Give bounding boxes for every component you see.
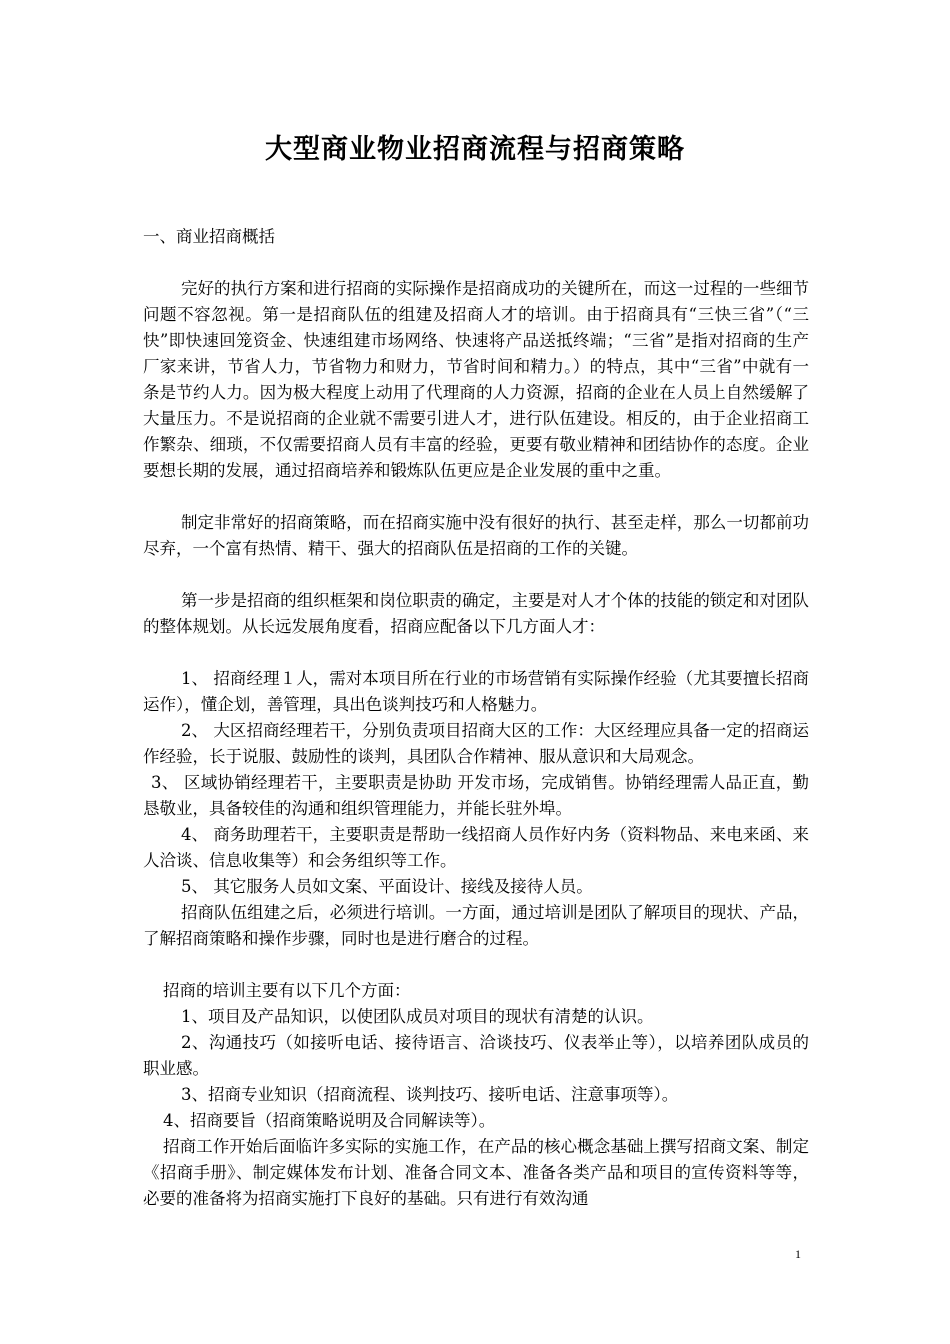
training-item: 4、招商要旨（招商策略说明及合同解读等）。	[163, 1111, 496, 1130]
training-heading: 招商的培训主要有以下几个方面：	[163, 981, 411, 1000]
role-item: 2、 大区招商经理若干，分别负责项目招商大区的工作：大区经理应具备一定的招商运作经验，长于说服、鼓励性的谈判，具团队合作精神、服从意识和大局观念。	[143, 721, 809, 766]
paragraph: 招商工作开始后面临许多实际的实施工作，在产品的核心概念基础上撰写招商文案、制定《招商手册》、制定媒体发布计划、准备合同文本、准备各类产品和项目的宣传资料等等，必要的准备将为招商实施打下良好的基础。只有进行有效沟通	[143, 1137, 809, 1208]
training-item: 1、项目及产品知识，以使团队成员对项目的现状有清楚的认识。	[181, 1007, 654, 1026]
training-item: 2、沟通技巧（如接听电话、接待语言、洽谈技巧、仪表举止等），以培养团队成员的职业感。	[143, 1033, 809, 1078]
spacer	[143, 250, 809, 276]
role-item: 3、 区域协销经理若干，主要职责是协助 开发市场，完成销售。协销经理需人品正直，勤恳敬业，具备较佳的沟通和组织管理能力，并能长驻外埠。	[143, 773, 809, 818]
page-number: 1	[795, 1247, 801, 1261]
spacer	[143, 562, 809, 588]
spacer	[143, 640, 809, 666]
role-item: 5、 其它服务人员如文案、平面设计、接线及接待人员。	[181, 877, 593, 896]
spacer	[143, 952, 809, 978]
document-body	[143, 224, 809, 1212]
role-item: 1、 招商经理１人，需对本项目所在行业的市场营销有实际操作经验（尤其要擅长招商运作），懂企划，善管理，具出色谈判技巧和人格魅力。	[143, 669, 809, 714]
paragraph: 招商队伍组建之后，必须进行培训。一方面，通过培训是团队了解项目的现状、产品，了解招商策略和操作步骤，同时也是进行磨合的过程。	[143, 903, 809, 948]
training-item: 3、招商专业知识（招商流程、谈判技巧、接听电话、注意事项等）。	[181, 1085, 679, 1104]
spacer	[143, 484, 809, 510]
paragraph: 制定非常好的招商策略，而在招商实施中没有很好的执行、甚至走样，那么一切都前功尽弃，一个富有热情、精干、强大的招商队伍是招商的工作的关键。	[143, 513, 809, 558]
paragraph: 完好的执行方案和进行招商的实际操作是招商成功的关键所在，而这一过程的一些细节问题不容忽视。第一是招商队伍的组建及招商人才的培训。由于招商具有“三快三省”（“三快”即快速回笼资金、快速组建市场网络、快速将产品送抵终端；“三省”是指对招商的生产厂家来讲，节省人力，节省物力和财力，节省时间和精力。）的特点，其中“三省”中就有一条是节约人力。因为极大程度上动用了代理商的人力资源，招商的企业在人员上自然缓解了大量压力。不是说招商的企业就不需要引进人才，进行队伍建设。相反的，由于企业招商工作繁杂、细琐，不仅需要招商人员有丰富的经验，更要有敬业精神和团结协作的态度。企业要想长期的发展，通过招商培养和锻炼队伍更应是企业发展的重中之重。	[143, 279, 809, 480]
section-heading: 一、商业招商概括	[143, 227, 275, 246]
paragraph: 第一步是招商的组织框架和岗位职责的确定，主要是对人才个体的技能的锁定和对团队的整体规划。从长远发展角度看，招商应配备以下几方面人才：	[143, 591, 809, 636]
role-item: 4、 商务助理若干，主要职责是帮助一线招商人员作好内务（资料物品、来电来函、来人洽谈、信息收集等）和会务组织等工作。	[143, 825, 809, 870]
document-title: 大型商业物业招商流程与招商策略	[265, 134, 685, 165]
